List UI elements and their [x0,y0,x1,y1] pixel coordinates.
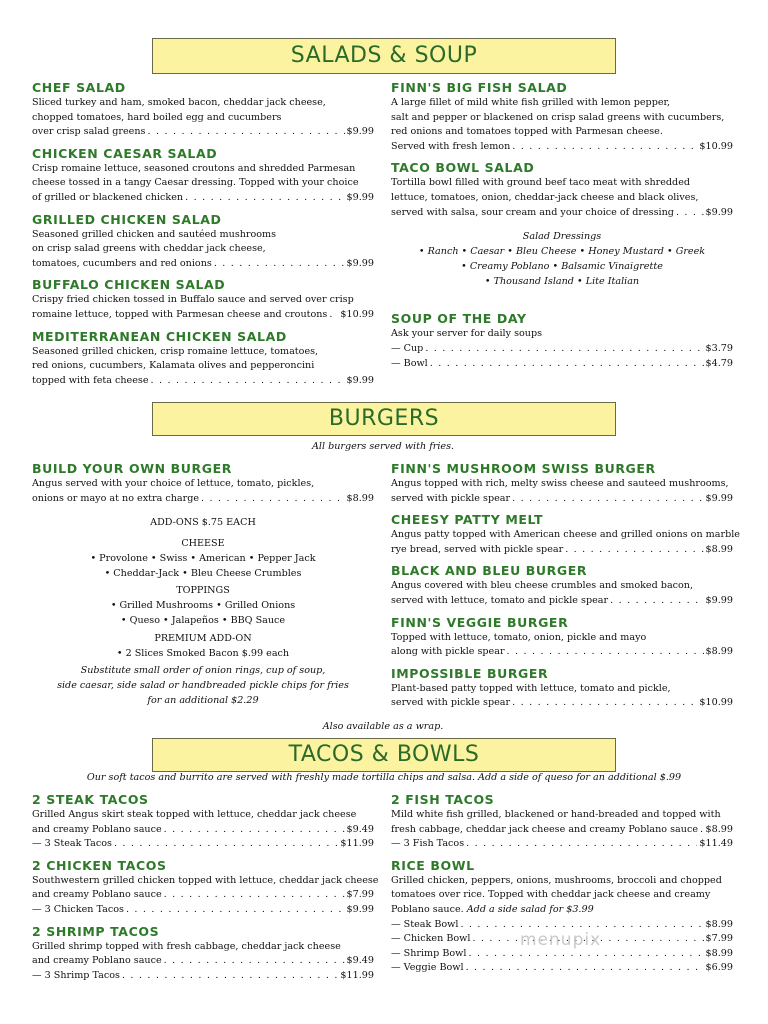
dressings-title: Salad Dressings [522,231,602,243]
menu-item [32,461,374,506]
leader-dots [512,696,697,711]
salad-dressings [391,230,733,289]
wrap-note: Also available as a wrap. [322,721,444,732]
leader-dots [425,342,703,357]
menu-item [32,924,374,984]
item-description: Mild white fish grilled, blackened or hand-breaded and topped with [391,809,721,820]
item-description: Crisp romaine lettuce, seasoned croutons and shredded Parmesan [32,162,356,174]
price: $11.99 [340,969,374,981]
watermark: menupix [520,930,602,950]
price: $9.49 [346,823,374,835]
burgers-right-column [391,461,740,717]
topping-options: • Queso • Jalapeños • BBQ Sauce [120,614,286,626]
cheese-options: • Cheddar-Jack • Bleu Cheese Crumbles [104,567,302,579]
option-label: — Chicken Bowl [391,933,471,945]
menu-item [391,792,733,852]
menu-item [32,792,374,852]
price-row [391,492,733,507]
item-name: 2 FISH TACOS [391,792,495,807]
item-description: Grilled chicken, peppers, onions, mushrooms, broccoli and chopped [391,874,722,886]
item-description: Seasoned grilled chicken, crisp romaine lettuce, tomatoes, [32,345,319,357]
price-row [391,823,733,838]
item-description: Crispy fried chicken tossed in Buffalo sauce and served over crisp [32,294,354,306]
item-description: Angus covered with bleu cheese crumbles and smoked bacon, [391,580,694,592]
item-description: over crisp salad greens [32,126,146,138]
menu-item [391,666,733,711]
leader-dots [164,888,345,903]
salads-left-column [32,80,374,394]
item-name: RICE BOWL [391,857,475,873]
price-row [32,903,374,918]
leader-dots [512,140,697,155]
menu-item [32,80,374,140]
item-description: Seasoned grilled chicken and sautéed mushrooms [32,228,277,240]
premium-options: • 2 Slices Smoked Bacon $.99 each [116,647,290,659]
item-description: of grilled or blackened chicken [32,191,184,203]
item-name: IMPOSSIBLE BURGER [391,665,549,681]
item-description: A large fillet of mild white fish grilled with lemon pepper, [391,97,671,108]
item-name: TACO BOWL SALAD [391,160,535,176]
menu-item [32,329,374,389]
price-row [391,645,733,660]
menu-item [32,277,374,322]
menu-item [391,160,733,220]
menu-item [391,615,733,660]
substitute-line: side caesar, side salad or handbreaded pickle chips for fries [57,680,349,692]
price: $8.99 [705,646,733,658]
price: $9.99 [346,903,374,915]
price-row [32,969,374,984]
item-description: lettuce, tomatoes, onion, cheddar-jack cheese and black olives, [391,191,699,203]
soup-of-the-day [391,311,733,371]
price-row [391,696,733,711]
price: $6.99 [705,962,733,974]
price: $9.99 [346,126,374,138]
leader-dots [164,823,345,838]
salads-banner [152,38,616,74]
price: $9.99 [346,374,374,386]
menu-item [391,858,733,976]
item-description: served with pickle spear [391,697,511,709]
price: $8.99 [705,947,733,959]
price: $11.99 [340,838,374,850]
price: $3.79 [705,342,733,354]
item-description: Grilled Angus skirt steak topped with lettuce, cheddar jack cheese [32,809,357,820]
item-description: chopped tomatoes, hard boiled egg and cucumbers [32,111,282,123]
price: $8.99 [346,492,374,504]
price: $9.99 [705,206,733,218]
menu-item [32,146,374,206]
cheese-title: CHEESE [181,537,225,549]
tacos-subtitle: Our soft tacos and burrito are served with freshly made tortilla chips and salsa. Add a side of queso for an additional $.99 [86,772,682,783]
leader-dots [151,374,345,389]
addons-heading: ADD-ONS $.75 EACH [150,517,256,529]
item-description: served with salsa, sour cream and your choice of dressing [391,206,674,218]
cheese-options: • Provolone • Swiss • American • Pepper Jack [90,552,316,564]
toppings-title: TOPPINGS [176,585,230,597]
item-name: SOUP OF THE DAY [391,311,527,327]
menu-item [32,212,374,272]
substitute-line: Substitute small order of onion rings, cup of soup, [80,665,326,677]
price: $10.99 [699,140,733,152]
leader-dots [126,903,345,918]
option-label: — Bowl [391,357,428,369]
price: $8.99 [705,823,733,835]
item-description: served with lettuce, tomato and pickle spear [391,594,609,606]
price: $11.49 [699,838,733,850]
leader-dots [214,257,345,272]
price: $9.99 [705,492,733,504]
leader-dots [329,308,338,323]
leader-dots [466,961,704,976]
option-label: and creamy Poblano sauce [32,823,162,835]
tacos-banner [152,738,616,772]
price: $10.99 [340,308,374,320]
item-name: BUFFALO CHICKEN SALAD [32,277,226,293]
option-label: — Steak Bowl [391,918,459,930]
leader-dots [676,206,704,221]
price-row [32,954,374,969]
item-description: red onions, cucumbers, Kalamata olives and pepperoncini [32,360,315,372]
side-salad-note: Add a side salad for $3.99 [466,903,594,915]
leader-dots [507,645,704,660]
price-row [32,374,374,389]
item-name: MEDITERRANEAN CHICKEN SALAD [32,328,287,344]
price-row [391,543,733,558]
price-row [32,125,374,140]
item-description: served with pickle spear [391,492,511,504]
option-label: — 3 Shrimp Tacos [32,969,120,981]
item-description: Ask your server for daily soups [391,328,543,340]
item-description: onions or mayo at no extra charge [32,492,200,504]
price: $9.99 [346,191,374,203]
tacos-right-column [391,792,733,982]
price: $10.99 [699,697,733,709]
item-name: CHICKEN CAESAR SALAD [32,145,218,161]
price-row [32,823,374,838]
item-name: FINN'S MUSHROOM SWISS BURGER [391,461,656,476]
price-row [391,357,733,372]
item-description: topped with feta cheese [32,374,149,386]
leader-dots [164,954,345,969]
price-row [391,140,733,155]
price-row [391,961,733,976]
option-label: and creamy Poblano sauce [32,955,162,967]
price: $8.99 [705,543,733,555]
option-label: — 3 Fish Tacos [391,838,465,850]
item-description: on crisp salad greens with cheddar jack cheese, [32,243,266,255]
substitute-note [32,664,374,708]
leader-dots [122,969,338,984]
item-description: rye bread, served with pickle spear [391,543,564,555]
leader-dots [466,837,697,852]
leader-dots [512,492,703,507]
burgers-banner [152,402,616,436]
item-description: red onions and tomatoes topped with Parmesan cheese. [391,126,663,138]
leader-dots [565,543,703,558]
leader-dots [201,492,345,507]
price-row [391,342,733,357]
topping-options: • Grilled Mushrooms • Grilled Onions [110,600,296,612]
item-description: Served with fresh lemon [391,140,511,152]
dressing-list: • Creamy Poblano • Balsamic Vinaigrette [461,260,663,272]
price-row [32,257,374,272]
burgers-left-column [32,461,374,709]
price-row [391,837,733,852]
item-description: romaine lettuce, topped with Parmesan cheese and croutons [32,308,328,320]
price: $9.99 [705,594,733,606]
item-description: Tortilla bowl filled with ground beef taco meat with shredded [391,177,691,189]
item-description: along with pickle spear [391,646,505,658]
item-name: CHEESY PATTY MELT [391,512,544,528]
leader-dots [185,191,344,206]
price: $7.99 [346,889,374,901]
salads-title: SALADS & SOUP [290,43,478,68]
salads-right-column [391,80,733,377]
item-description: tomatoes over rice. Topped with cheddar jack cheese and creamy [391,889,711,901]
item-description: Sliced turkey and ham, smoked bacon, cheddar jack cheese, [32,97,326,108]
price: $7.99 [705,933,733,945]
price: $9.49 [346,955,374,967]
option-label: and creamy Poblano sauce [32,889,162,901]
item-description: salt and pepper or blackened on crisp salad greens with cucumbers, [391,111,725,123]
leader-dots [147,125,344,140]
dressing-list: • Ranch • Caesar • Bleu Cheese • Honey Mustard • Greek [418,245,706,257]
option-label: — 3 Steak Tacos [32,838,112,850]
item-description: Plant-based patty topped with lettuce, tomato and pickle, [391,682,671,694]
price: $9.99 [346,257,374,269]
item-description: Angus topped with rich, melty swiss cheese and sauteed mushrooms, [391,478,729,489]
price-row [32,492,374,507]
price-row [391,206,733,221]
menu-item [391,80,733,154]
item-description: cheese tossed in a tangy Caesar dressing. Topped with your choice [32,177,359,189]
option-label: fresh cabbage, cheddar jack cheese and creamy Poblano sauce [391,823,698,835]
price-row [32,308,374,323]
item-description-part: Poblano sauce. [391,903,467,915]
premium-title: PREMIUM ADD-ON [154,632,252,644]
menu-item [391,563,733,608]
price-row [32,888,374,903]
item-name: 2 CHICKEN TACOS [32,857,167,873]
item-name: BUILD YOUR OWN BURGER [32,461,232,476]
menu-item [391,461,733,506]
option-label: — Veggie Bowl [391,962,464,974]
price: $8.99 [705,918,733,930]
menu-item [32,857,379,918]
price-row [32,191,374,206]
price: $4.79 [705,357,733,369]
item-name: 2 STEAK TACOS [32,792,149,807]
leader-dots [114,837,338,852]
item-description [391,903,733,918]
burgers-title: BURGERS [328,406,440,431]
leader-dots [430,357,704,372]
option-label: — Cup [391,342,424,354]
item-description: Angus patty topped with American cheese and grilled onions on marble [391,529,740,541]
price-row [391,594,733,609]
dressing-list: • Thousand Island • Lite Italian [484,275,640,287]
burgers-subtitle: All burgers served with fries. [311,441,455,452]
leader-dots [700,823,704,838]
item-description: Angus served with your choice of lettuce, tomato, pickles, [32,478,315,489]
item-name: BLACK AND BLEU BURGER [391,563,588,579]
item-name: 2 SHRIMP TACOS [32,923,160,939]
item-description: tomatoes, cucumbers and red onions [32,257,212,269]
option-label: — 3 Chicken Tacos [32,903,124,915]
item-description: Topped with lettuce, tomato, onion, pickle and mayo [391,631,647,643]
leader-dots [610,594,703,609]
item-name: GRILLED CHICKEN SALAD [32,211,222,227]
tacos-title: TACOS & BOWLS [288,742,480,767]
item-name: FINN'S VEGGIE BURGER [391,614,569,630]
option-label: — Shrimp Bowl [391,947,467,959]
price-row [32,837,374,852]
menu-item [391,512,740,557]
burger-addons [32,516,374,709]
item-name: CHEF SALAD [32,80,126,95]
item-description: Grilled shrimp topped with fresh cabbage, cheddar jack cheese [32,940,341,952]
item-name: FINN'S BIG FISH SALAD [391,80,568,95]
substitute-line: for an additional $2.29 [147,694,259,706]
item-description: Southwestern grilled chicken topped with lettuce, cheddar jack cheese [32,874,379,886]
tacos-left-column [32,792,379,989]
